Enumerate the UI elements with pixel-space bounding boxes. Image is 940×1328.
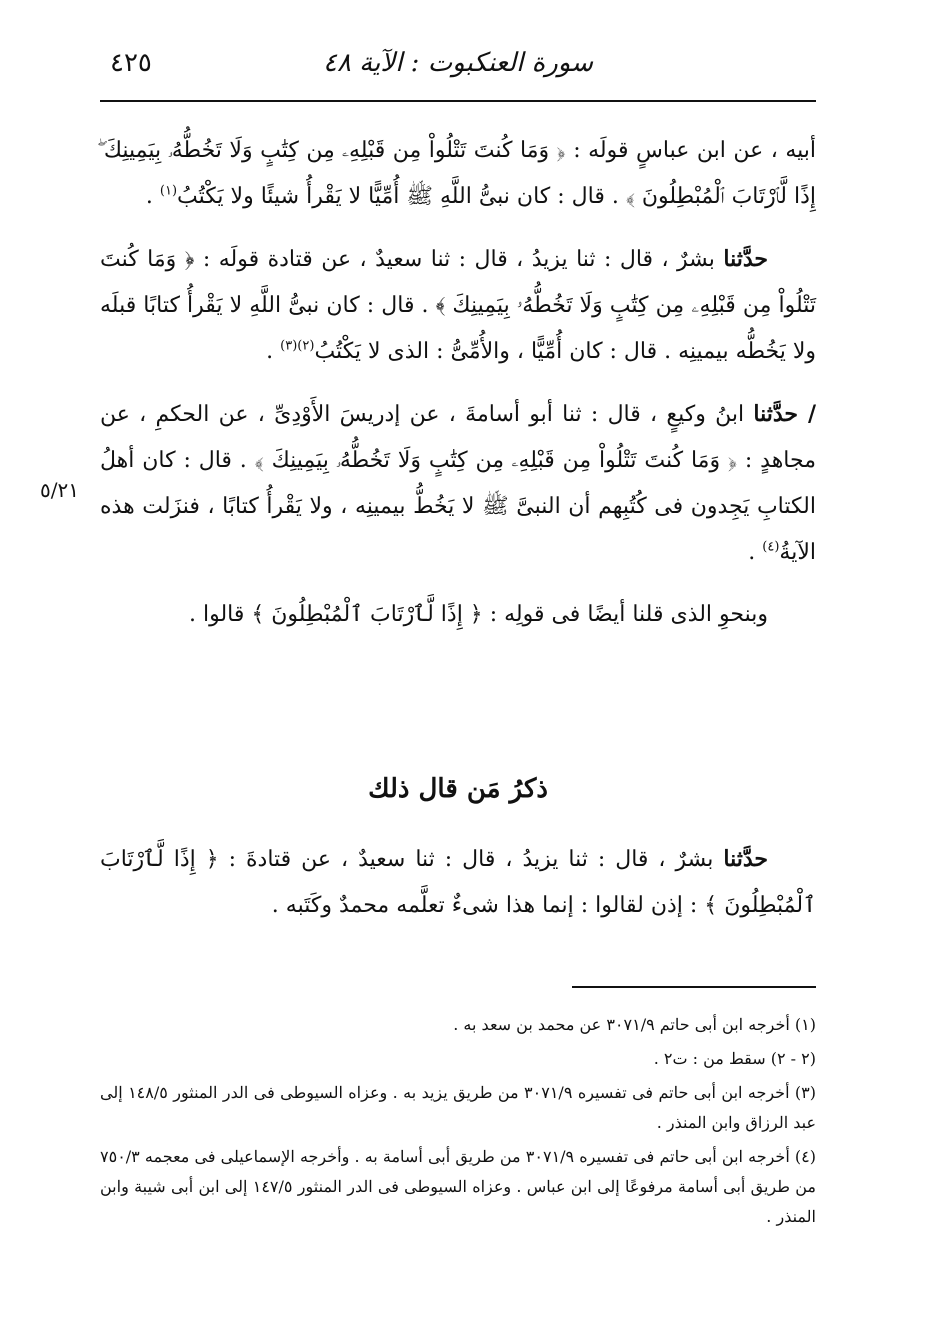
paragraph	[100, 391, 816, 576]
main-text-continued	[100, 836, 816, 945]
section-heading: ذكرُ مَن قال ذلك	[368, 774, 548, 804]
margin-reference: ٥/٢١	[40, 478, 79, 502]
paragraph	[100, 592, 816, 638]
footnote-divider	[572, 986, 816, 988]
paragraph-text: بشرٌ ، قال : ثنا يزيدُ ، قال : ثنا سعيدٌ ، عن قتادة قولَه : ﴿ وَمَا كُنتَ تَتْلُواْ مِن قَبْلِهِۦ مِن كِتَٰبٍ وَلَا تَخُطُّهُۥ بِيَمِينِكَ ﴾ . قال : كان نبىُّ اللَّهِ لا يَقْرأُ كتابًا قبلَه ولا يَخُطُّه بيمينِه . قال : كان أُمِّيًّا ، والأُمِّىُّ : الذى لا يَكْتُبُ	[100, 247, 816, 364]
paragraph	[100, 236, 816, 375]
main-text	[100, 128, 816, 654]
page-number: ٤٢٥	[110, 48, 152, 78]
footnote: (٣) أخرجه ابن أبى حاتم فى تفسيره ٣٠٧١/٩ من طريق يزيد به . وعزاه السيوطى فى الدر المنثور ١٤٨/٥ إلى عبد الرزاق وابن المنذر .	[100, 1083, 817, 1132]
footnote: (١) أخرجه ابن أبى حاتم ٣٠٧١/٩ عن محمد بن سعد به .	[453, 1015, 816, 1034]
paragraph	[100, 836, 816, 929]
paragraph-text: بشرٌ ، قال : ثنا يزيدُ ، قال : ثنا سعيدٌ ، عن قتادةَ : ﴿ إِذًا لَّٱرْتَابَ ٱلْمُبْطِلُونَ ﴾ : إذن لقالوا : إنما هذا شىءٌ تعلَّمه محمدٌ وكَتَبه .	[100, 847, 816, 918]
page-header	[100, 40, 816, 102]
paragraph-lead: حدَّثنا	[723, 846, 768, 872]
paragraph-text: ابنُ وكيعٍ ، قال : ثنا أبو أسامةَ ، عن إدريسَ الأَوْدِىِّ ، عن الحكمِ ، عن مجاهدٍ : ﴿ وَمَا كُنتَ تَتْلُواْ مِن قَبْلِهِۦ مِن كِتَٰبٍ وَلَا تَخُطُّهُۥ بِيَمِينِكَ ﴾ . قال : كان أهلُ الكتابِ يَجِدون فى كُتُبِهم أن النبىَّ ﷺ لا يَخُطُّ بيمينِه ، ولا يَقْرأُ كتابًا ، فنزَلت هذه الآيةُ	[100, 402, 816, 565]
paragraph-end: .	[266, 339, 281, 364]
paragraph-text: أبيه ، عن ابن عباسٍ قولَه : ﴿ وَمَا كُنتَ تَتْلُواْ مِن قَبْلِهِۦ مِن كِتَٰبٍ وَلَا تَخُطُّهُۥ بِيَمِينِكَ ۖ إِذًا لَّٱرْتَابَ ٱلْمُبْطِلُونَ ﴾ . قال : كان نبىُّ اللَّهِ ﷺ أُمِّيًّا لا يَقْرأُ شيئًا ولا يَكْتُبُ	[100, 138, 816, 209]
footnote-ref: (١)	[159, 183, 178, 199]
footnotes	[100, 1010, 816, 1236]
footnote-ref: (٢)(٣)	[280, 338, 315, 354]
paragraph-end: .	[748, 540, 763, 565]
paragraph-end: .	[145, 184, 160, 209]
running-title: سورة العنكبوت : الآية ٤٨	[322, 48, 594, 78]
paragraph	[100, 128, 816, 220]
paragraph-text: وبنحوِ الذى قلنا أيضًا فى قولِه : ﴿ إِذًا لَّٱرْتَابَ ٱلْمُبْطِلُونَ ﴾ قالوا .	[188, 602, 768, 627]
footnote: (٢ - ٢) سقط من : ت٢ .	[653, 1049, 816, 1068]
footnote: (٤) أخرجه ابن أبى حاتم فى تفسيره ٣٠٧١/٩ من طريق أبى أسامة به . وأخرجه الإسماعيلى فى معجمه ٧٥٠/٣ من طريق أبى أسامة مرفوعًا إلى ابن عباس . وعزاه السيوطى فى الدر المنثور ١٤٧/٥ إلى ابن أبى شيبة وابن المنذر .	[100, 1147, 817, 1226]
paragraph-lead: حدَّثنا	[723, 246, 768, 272]
footnote-ref: (٤)	[762, 539, 780, 555]
paragraph-lead: / حدَّثنا	[753, 401, 816, 427]
